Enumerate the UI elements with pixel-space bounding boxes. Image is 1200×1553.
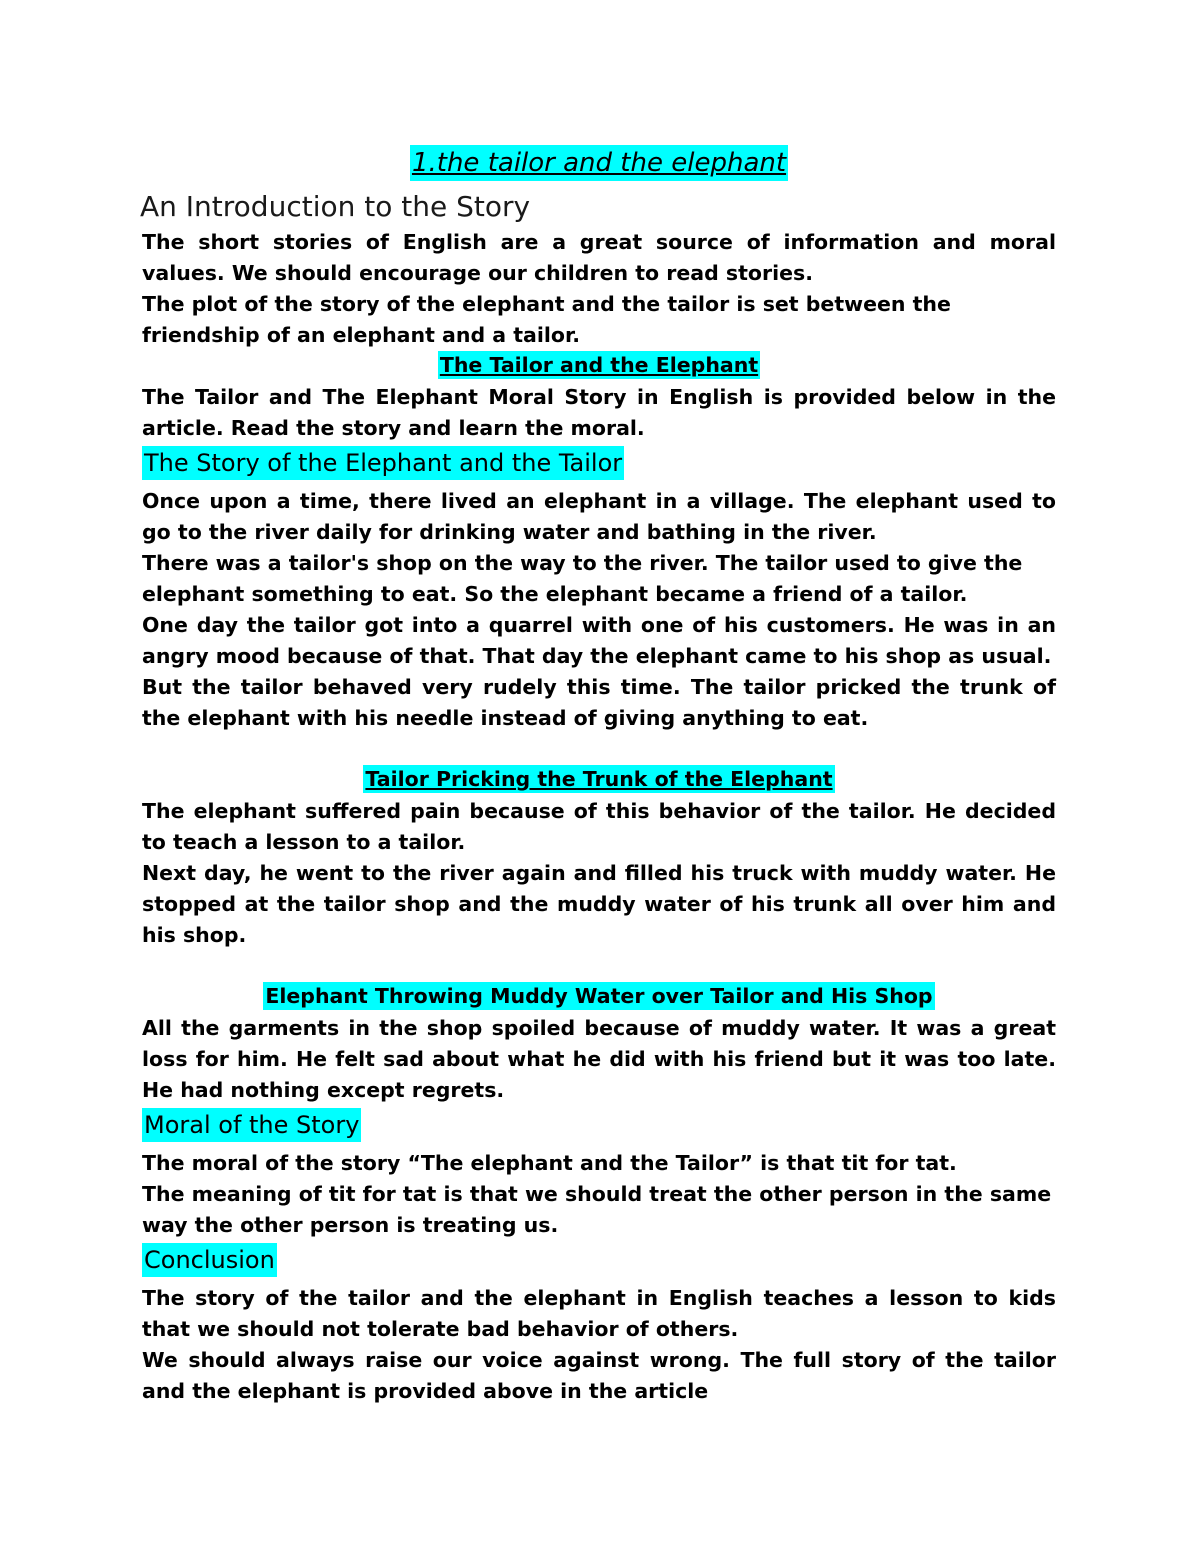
section-heading-story: The Story of the Elephant and the Tailor: [142, 446, 624, 480]
subheading-wrap-2: [142, 765, 1056, 796]
intro-paragraph-1: The short stories of English are a great source of information and moral values. We should encourage our children to read stories.: [142, 230, 1056, 285]
subheading-1-paragraph: The Tailor and The Elephant Moral Story in English is provided below in the article. Read the story and learn the moral.: [142, 385, 1056, 440]
moral-paragraph-1: The moral of the story “The elephant and the Tailor” is that tit for tat.: [142, 1151, 957, 1175]
intro-heading: An Introduction to the Story: [140, 190, 531, 223]
intro-paragraph-2: The plot of the story of the elephant and the tailor is set between the friendship of an elephant and a tailor.: [142, 292, 951, 347]
section-wrap-moral: [142, 1108, 1056, 1142]
subheading-tailor-pricking: Tailor Pricking the Trunk of the Elephant: [365, 767, 833, 791]
subheading-wrap-1: [142, 351, 1056, 382]
subheading-2-paragraph-2: Next day, he went to the river again and filled his truck with muddy water. He stopped at the tailor shop and the muddy water of his trunk all over him and his shop.: [142, 861, 1056, 947]
subheading-2-paragraph-1: The elephant suffered pain because of this behavior of the tailor. He decided to teach a lesson to a tailor.: [142, 799, 1056, 854]
spacer: [142, 951, 1056, 982]
subheading-tailor-elephant: The Tailor and the Elephant: [439, 353, 759, 377]
document-title: 1.the tailor and the elephant: [410, 145, 788, 181]
document-body: [142, 145, 1056, 1407]
conclusion-paragraph-1: The story of the tailor and the elephant in English teaches a lesson to kids that we should not tolerate bad behavior of others.: [142, 1286, 1056, 1341]
subheading-wrap-3: [142, 982, 1056, 1013]
moral-paragraph-2: The meaning of tit for tat is that we should treat the other person in the same way the other person is treating us.: [142, 1182, 1052, 1237]
story-paragraph-3: One day the tailor got into a quarrel with one of his customers. He was in an angry mood because of that. That day the elephant came to his shop as usual.: [142, 613, 1056, 668]
subheading-3-paragraph: All the garments in the shop spoiled because of muddy water. It was a great loss for him. He felt sad about what he did with his friend but it was too late. He had nothing except regrets.: [142, 1016, 1056, 1102]
story-paragraph-2: There was a tailor's shop on the way to the river. The tailor used to give the elephant something to eat. So the elephant became a friend of a tailor.: [142, 551, 1023, 606]
subheading-muddy-water: Elephant Throwing Muddy Water over Tailor and His Shop: [265, 984, 933, 1008]
section-heading-conclusion: Conclusion: [142, 1243, 277, 1277]
section-wrap-story: [142, 446, 1056, 480]
conclusion-paragraph-2: We should always raise our voice against wrong. The full story of the tailor and the elephant is provided above in the article: [142, 1348, 1056, 1403]
section-heading-moral: Moral of the Story: [142, 1108, 361, 1142]
story-paragraph-4: But the tailor behaved very rudely this time. The tailor pricked the trunk of the elephant with his needle instead of giving anything to eat.: [142, 675, 1056, 730]
title-wrap: [142, 145, 1056, 181]
spacer: [142, 734, 1056, 765]
story-paragraph-1: Once upon a time, there lived an elephant in a village. The elephant used to go to the river daily for drinking water and bathing in the river.: [142, 489, 1056, 544]
section-wrap-conclusion: [142, 1243, 1056, 1277]
